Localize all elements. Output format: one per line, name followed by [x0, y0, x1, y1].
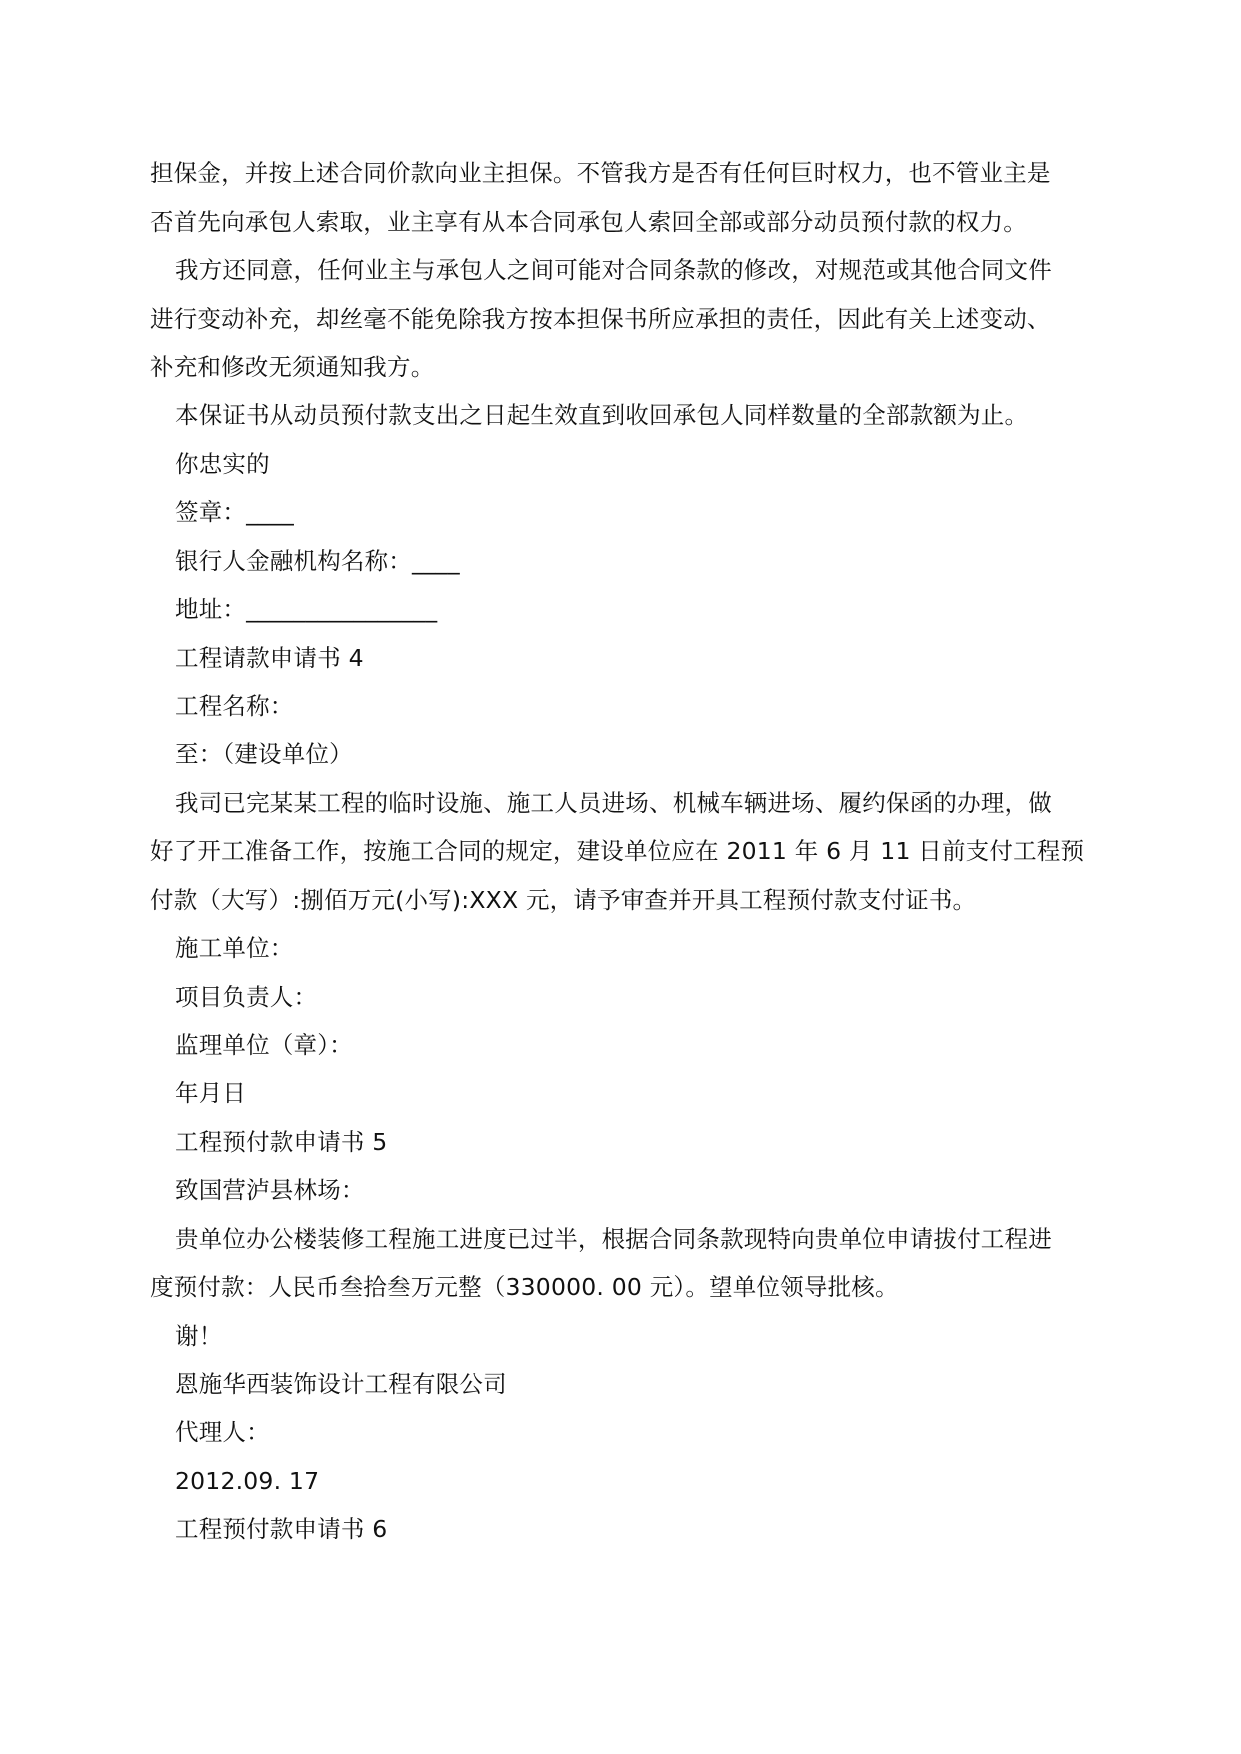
text-line: 至：（建设单位）	[175, 740, 353, 768]
section-heading: 工程请款申请书 4	[175, 644, 364, 672]
text-line: 你忠实的	[175, 450, 270, 478]
text-line: 工程名称：	[175, 692, 294, 720]
text-line: 致国营泸县林场：	[175, 1176, 365, 1204]
text-line: 补充和修改无须通知我方。	[150, 353, 435, 381]
text-line: 2012.09. 17	[175, 1467, 320, 1495]
text-line: 年月日	[175, 1079, 247, 1107]
text-line: 贵单位办公楼装修工程施工进度已过半，根据合同条款现特向贵单位申请拔付工程进	[175, 1225, 1052, 1253]
text-line: 项目负责人：	[175, 983, 318, 1011]
text-line: 本保证书从动员预付款支出之日起生效直到收回承包人同样数量的全部款额为止。	[175, 401, 1029, 429]
text-line: 我方还同意，任何业主与承包人之间可能对合同条款的修改，对规范或其他合同文件	[175, 256, 1052, 284]
text-line: 担保金，并按上述合同价款向业主担保。不管我方是否有任何巨时权力，也不管业主是	[150, 159, 1051, 187]
text-line: 地址：________________	[175, 595, 438, 623]
section-heading: 工程预付款申请书 6	[175, 1515, 388, 1543]
text-line: 签章：____	[175, 498, 294, 526]
text-line: 付款（大写）:捌佰万元(小写):XXX 元，请予审查并开具工程预付款支付证书。	[150, 886, 977, 914]
text-line: 进行变动补充，却丝毫不能免除我方按本担保书所应承担的责任，因此有关上述变动、	[150, 305, 1051, 333]
text-line: 代理人：	[175, 1418, 270, 1446]
text-line: 否首先向承包人索取，业主享有从本合同承包人索回全部或部分动员预付款的权力。	[150, 208, 1027, 236]
text-line: 银行人金融机构名称：____	[175, 547, 460, 575]
text-line: 度预付款：人民币叁拾叁万元整（330000. 00 元）。望单位领导批核。	[150, 1273, 899, 1301]
text-line: 好了开工准备工作，按施工合同的规定，建设单位应在 2011 年 6 月 11 日前支付工程预	[150, 837, 1085, 865]
text-line: 恩施华西装饰设计工程有限公司	[175, 1370, 507, 1398]
section-heading: 工程预付款申请书 5	[175, 1128, 388, 1156]
text-line: 谢！	[175, 1322, 223, 1350]
text-line: 我司已完某某工程的临时设施、施工人员进场、机械车辆进场、履约保函的办理，做	[175, 789, 1052, 817]
text-line: 施工单位：	[175, 934, 294, 962]
text-line: 监理单位（章）：	[175, 1031, 353, 1059]
